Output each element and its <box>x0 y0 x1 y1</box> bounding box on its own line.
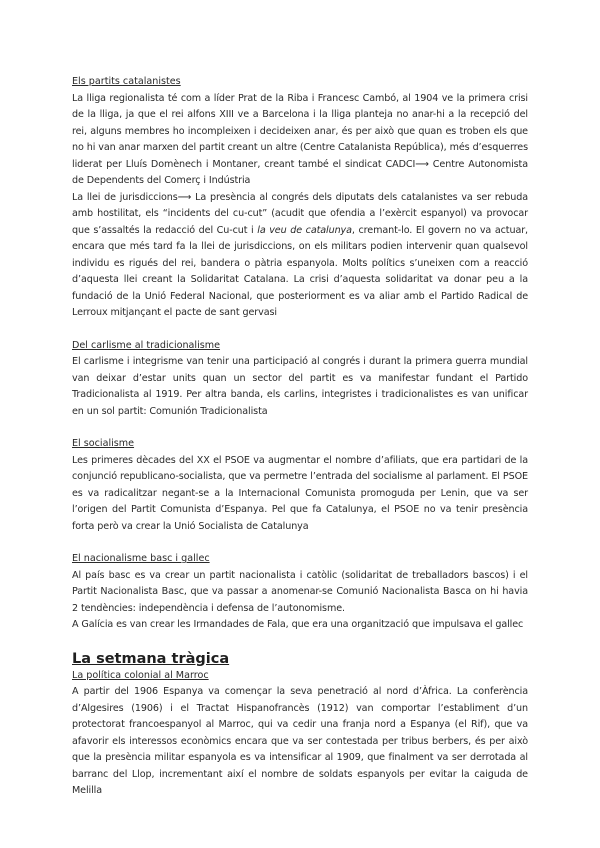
section-carlisme <box>72 338 528 421</box>
section-heading: El socialisme <box>72 438 135 449</box>
section-partits-catalanistes <box>72 74 528 322</box>
chapter-setmana-tragica <box>72 650 528 800</box>
paragraph: Les primeres dècades del XX el PSOE va augmentar el nombre d’afiliats, que era partidari de la conjunció republicano-socialista, que va permetre l’entrada del socialisme al parlament. El PSOE es va radicalitzar negant-se a la Internacional Comunista promoguda per Lenin, que va ser l’origen del Partit Comunista d’Espanya. Pel que fa Catalunya, el PSOE no va tenir presència forta però va crear la Unió Socialista de Catalunya <box>72 454 528 532</box>
section-heading: Del carlisme al tradicionalisme <box>72 339 221 351</box>
paragraph-text: La llei de jurisdiccions⟶ La presència al congrés dels diputats dels catalanistes va ser rebuda amb hostilitat, els “incidents del cu-cut” (acudit que ofendia a l’exèrcit espanyol) va provocar que s’assaltés la redacció del Cu-cut i <box>72 191 528 236</box>
section-socialisme <box>72 436 528 535</box>
paragraph: A partir del 1906 Espanya va començar la seva penetració al nord d’Àfrica. La conferència d’Algesires (1906) i el Tractat Hispanofrancès (1912) van comportar l’establiment d’un protectorat francoespanyol al Marroc, qui va cedir una franja nord a Espanya (el Rif), que va afavorir els interessos econòmics encara que va ser contestada per tribus berbers, és per això que la presència militar espanyola es va intensificar al 1909, que finalment va ser derrotada al barranc del Llop, incrementant així el nombre de soldats espanyols per evitar la caiguda de Melilla <box>72 686 528 796</box>
paragraph-text: , cremant-lo. El govern no va actuar, encara que més tard fa la llei de jurisdiccions, on els militars podien intervenir quan qualsevol individu es rigués del rei, bandera o pàtria espanyola. Molts polítics s’uneixen com a reacció d’aquesta llei creant la Solidaritat Catalana. La crisi d’aquesta solidaritat va donar peu a la fundació de la Unió Federal Nacional, que posteriorment es va aliar amb el Partido Radical de Lerroux mitjançant el pacte de sant gervasi <box>72 224 529 318</box>
section-nacionalisme <box>72 551 528 634</box>
section-heading: La política colonial al Marroc <box>72 669 209 681</box>
paragraph: A Galícia es van crear les Irmandades de Fala, que era una organització que impulsava el gallec <box>72 619 524 630</box>
section-heading: Els partits catalanistes <box>72 76 181 87</box>
section-heading: El nacionalisme basc i gallec <box>72 553 210 564</box>
paragraph: La lliga regionalista té com a líder Prat de la Riba i Francesc Cambó, al 1904 ve la primera crisi de la lliga, ja que el rei alfons XIII ve a Barcelona i la lliga planteja no anar-hi a la recepció del rei, alguns membres ho incompleixen i decideixen anar, és per això que quan es troben els que no hi van anar marxen del partit creant un altre (Centre Catalanista República), més d’esquerres liderat per Lluís Domènech i Montaner, creant també el sindicat CADCI⟶ Centre Autonomista de Dependents del Comerç i Indústria <box>72 92 528 186</box>
paragraph-llei-jurisdiccions <box>72 190 528 322</box>
italic-title: la veu de catalunya <box>257 224 352 236</box>
paragraph: Al país basc es va crear un partit nacionalista i catòlic (solidaritat de treballadors bascos) i el Partit Nacionalista Basc, que va passar a anomenar-se Comunió Nacionalista Basca on hi havia 2 tendències: independència i defensa de l’autonomisme. <box>72 569 528 614</box>
chapter-title: La setmana tràgica <box>72 650 230 667</box>
paragraph: El carlisme i integrisme van tenir una participació al congrés i durant la primera guerra mundial van deixar d’estar units quan un sector del partit es va manifestar fundant el Partido Tradicionalista al 1919. Per altra banda, els carlins, integristes i tradicionalistes es van unificar en un sol partit: Comunión Tradicionalista <box>72 356 528 417</box>
